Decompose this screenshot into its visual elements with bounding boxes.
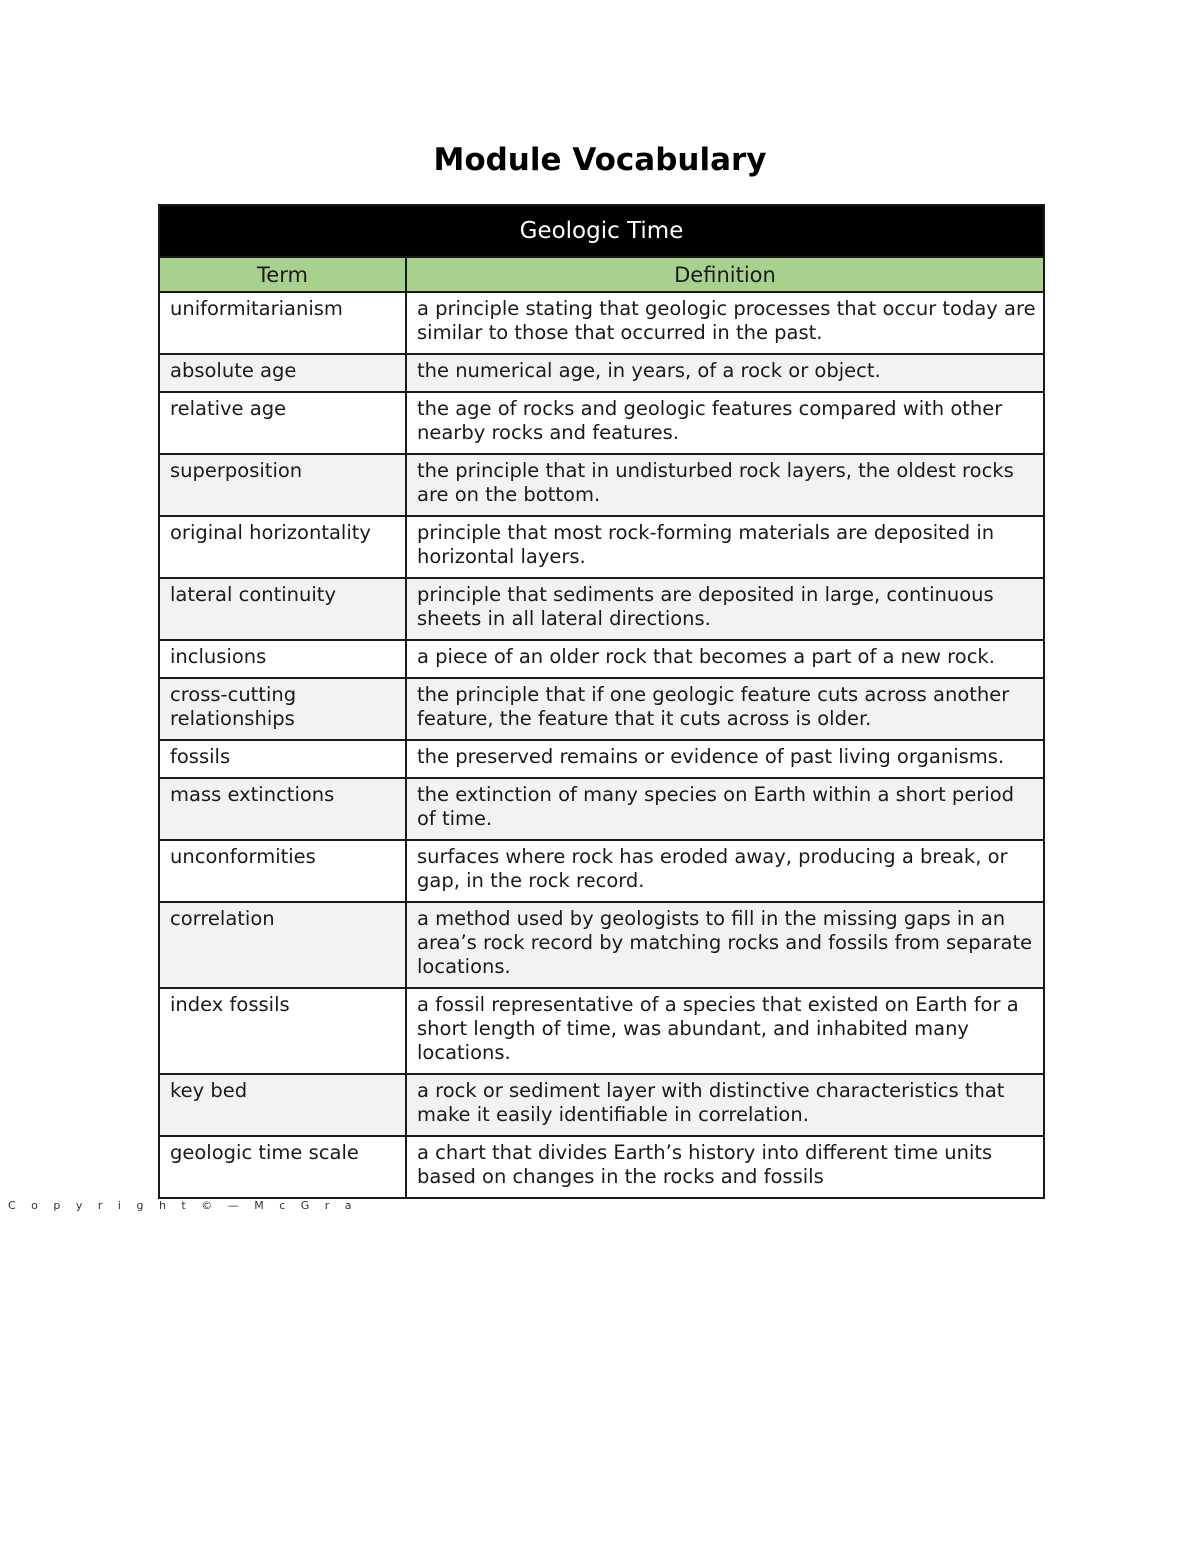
definition-cell: a fossil representative of a species that existed on Earth for a short length of time, was abundant, and inhabited many locations. (406, 988, 1044, 1074)
term-cell: superposition (159, 454, 406, 516)
definition-cell: a piece of an older rock that becomes a part of a new rock. (406, 640, 1044, 678)
table-row (159, 1074, 1044, 1136)
term-cell: absolute age (159, 354, 406, 392)
term-cell: geologic time scale (159, 1136, 406, 1198)
term-cell: key bed (159, 1074, 406, 1136)
term-cell: lateral continuity (159, 578, 406, 640)
definition-cell: a chart that divides Earth’s history into different time units based on changes in the rocks and fossils (406, 1136, 1044, 1198)
definition-cell: the extinction of many species on Earth within a short period of time. (406, 778, 1044, 840)
table-row (159, 988, 1044, 1074)
table-header-row (159, 257, 1044, 292)
table-row (159, 392, 1044, 454)
definition-cell: the principle that if one geologic feature cuts across another feature, the feature that it cuts across is older. (406, 678, 1044, 740)
table-row (159, 292, 1044, 354)
definition-cell: principle that most rock-forming materials are deposited in horizontal layers. (406, 516, 1044, 578)
term-cell: uniformitarianism (159, 292, 406, 354)
table-row (159, 454, 1044, 516)
vocabulary-table (158, 204, 1045, 1199)
term-cell: correlation (159, 902, 406, 988)
table-row (159, 354, 1044, 392)
definition-cell: principle that sediments are deposited in large, continuous sheets in all lateral directions. (406, 578, 1044, 640)
table-row (159, 778, 1044, 840)
table-row (159, 840, 1044, 902)
term-cell: original horizontality (159, 516, 406, 578)
table-row (159, 640, 1044, 678)
definition-cell: a method used by geologists to fill in the missing gaps in an area’s rock record by matching rocks and fossils from separate locations. (406, 902, 1044, 988)
term-cell: unconformities (159, 840, 406, 902)
term-column-header: Term (159, 257, 406, 292)
term-cell: relative age (159, 392, 406, 454)
copyright-notice: C o p y r i g h t © — M c G r a (8, 1199, 358, 1212)
definition-cell: the numerical age, in years, of a rock or object. (406, 354, 1044, 392)
table-caption: Geologic Time (159, 205, 1044, 257)
table-row (159, 1136, 1044, 1198)
table-caption-row (159, 205, 1044, 257)
definition-cell: the preserved remains or evidence of past living organisms. (406, 740, 1044, 778)
term-cell: inclusions (159, 640, 406, 678)
table-row (159, 678, 1044, 740)
term-cell: mass extinctions (159, 778, 406, 840)
definition-cell: the age of rocks and geologic features compared with other nearby rocks and features. (406, 392, 1044, 454)
term-cell: cross-cutting relationships (159, 678, 406, 740)
definition-cell: a rock or sediment layer with distinctive characteristics that make it easily identifiable in correlation. (406, 1074, 1044, 1136)
table-row (159, 902, 1044, 988)
definition-cell: the principle that in undisturbed rock layers, the oldest rocks are on the bottom. (406, 454, 1044, 516)
definition-cell: surfaces where rock has eroded away, producing a break, or gap, in the rock record. (406, 840, 1044, 902)
term-cell: fossils (159, 740, 406, 778)
term-cell: index fossils (159, 988, 406, 1074)
table-row (159, 578, 1044, 640)
page-title: Module Vocabulary (433, 142, 767, 178)
definition-cell: a principle stating that geologic processes that occur today are similar to those that occurred in the past. (406, 292, 1044, 354)
table-row (159, 740, 1044, 778)
definition-column-header: Definition (406, 257, 1044, 292)
table-row (159, 516, 1044, 578)
